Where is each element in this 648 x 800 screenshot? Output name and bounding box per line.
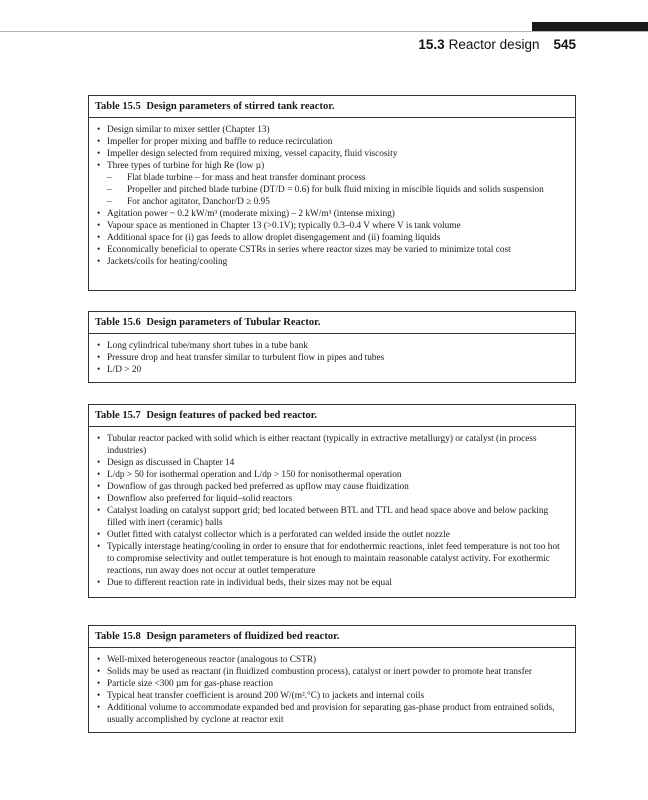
table-caption: Design parameters of stirred tank reactor.	[146, 101, 335, 112]
page-number: 545	[553, 37, 576, 52]
list-item: • Additional space for (i) gas feeds to allow droplet disengagement and (ii) foaming liquids	[95, 232, 569, 244]
list-item: • Solids may be used as reactant (in fluidized combustion process), catalyst or inert powder to promote heat transfer	[95, 666, 569, 678]
list-item: • Typically interstage heating/cooling in order to ensure that for endothermic reactions, inlet feed temperature is not too hot to compromise selectivity and outlet temperature is hot enough to maintain reasonable catalyst activity. For exothermic reactions, run away does not occur at outlet temperature	[95, 541, 569, 577]
list-item: • Jackets/coils for heating/cooling	[95, 256, 569, 268]
table-title	[89, 626, 575, 648]
sub-list-item: – For anchor agitator, Danchor/D ≥ 0.95	[95, 196, 569, 208]
table-15-8	[88, 625, 576, 733]
list-item: • Vapour space as mentioned in Chapter 13 (>0.1V); typically 0.3–0.4 V where V is tank volume	[95, 220, 569, 232]
table-title	[89, 312, 575, 334]
table-number: Table 15.7	[95, 410, 141, 421]
table-number: Table 15.5	[95, 101, 141, 112]
table-title	[89, 96, 575, 118]
table-15-7	[88, 404, 576, 598]
table-number: Table 15.6	[95, 317, 141, 328]
section-number: 15.3	[418, 37, 445, 52]
list-item: • Particle size <300 µm for gas-phase reaction	[95, 678, 569, 690]
running-head	[418, 37, 576, 52]
list-item: • Agitation power ~ 0.2 kW/m³ (moderate mixing) – 2 kW/m³ (intense mixing)	[95, 208, 569, 220]
list-item: • Impeller for proper mixing and baffle to reduce recirculation	[95, 136, 569, 148]
table-number: Table 15.8	[95, 631, 141, 642]
table-caption: Design parameters of Tubular Reactor.	[146, 317, 321, 328]
table-caption: Design parameters of fluidized bed reactor.	[146, 631, 340, 642]
list-item: • Downflow also preferred for liquid–solid reactors	[95, 493, 569, 505]
list-item: • L/D > 20	[95, 364, 569, 376]
table-title	[89, 405, 575, 427]
sub-list-item: – Flat blade turbine – for mass and heat transfer dominant process	[95, 172, 569, 184]
table-15-6	[88, 311, 576, 383]
list-item: • Outlet fitted with catalyst collector which is a perforated can welded inside the outlet nozzle	[95, 529, 569, 541]
list-item: • Impeller design selected from required mixing, vessel capacity, fluid viscosity	[95, 148, 569, 160]
list-item: • Additional volume to accommodate expanded bed and provision for separating gas-phase product from entrained solids, usually accomplished by cyclone at reactor exit	[95, 702, 569, 726]
list-item: • Well-mixed heterogeneous reactor (analogous to CSTR)	[95, 654, 569, 666]
table-15-5	[88, 95, 576, 291]
list-item: • Tubular reactor packed with solid which is either reactant (typically in extractive metallurgy) or catalyst (in process industries)	[95, 433, 569, 457]
list-item: • Economically beneficial to operate CSTRs in series where reactor sizes may be varied to minimize total cost	[95, 244, 569, 256]
list-item: • Design similar to mixer settler (Chapter 13)	[95, 124, 569, 136]
list-item: • Downflow of gas through packed bed preferred as upflow may cause fluidization	[95, 481, 569, 493]
list-item: • Design as discussed in Chapter 14	[95, 457, 569, 469]
list-item: • Catalyst loading on catalyst support grid; bed located between BTL and TTL and head space above and below packing filled with inert (ceramic) balls	[95, 505, 569, 529]
section-title: Reactor design	[448, 37, 540, 52]
list-item: • Typical heat transfer coefficient is around 200 W/(m².°C) to jackets and internal coils	[95, 690, 569, 702]
list-item: • Due to different reaction rate in individual beds, their sizes may not be equal	[95, 577, 569, 589]
list-item: • Pressure drop and heat transfer similar to turbulent flow in pipes and tubes	[95, 352, 569, 364]
table-caption: Design features of packed bed reactor.	[146, 410, 318, 421]
sub-list-item: – Propeller and pitched blade turbine (DT/D = 0.6) for bulk fluid mixing in miscible liquids and solids suspension	[95, 184, 569, 196]
header-rule	[0, 31, 648, 32]
list-item: • Three types of turbine for high Re (low µ)	[95, 160, 569, 172]
list-item: • L/dp > 50 for isothermal operation and L/dp > 150 for nonisothermal operation	[95, 469, 569, 481]
list-item: • Long cylindrical tube/many short tubes in a tube bank	[95, 340, 569, 352]
